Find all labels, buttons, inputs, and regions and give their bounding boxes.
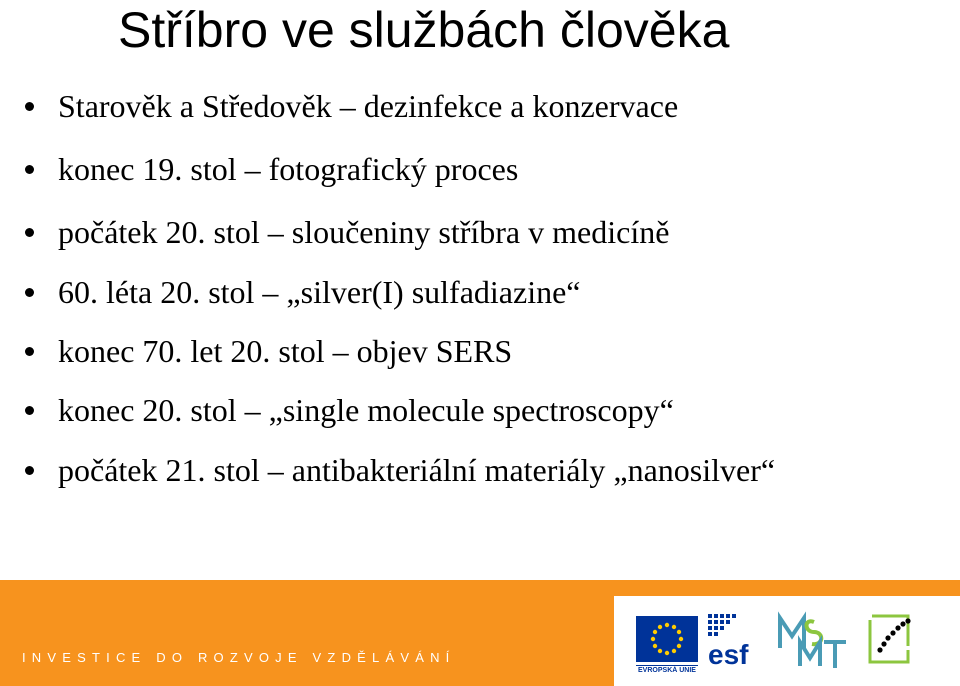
bullet-item [25,86,678,126]
slide-title: Stříbro ve službách člověka [118,2,730,58]
bullet-item [25,272,580,312]
bullet-dot-icon [25,228,34,237]
bullet-dot-icon [25,347,34,356]
op-emblem-icon [858,606,920,672]
bullet-item [25,331,512,371]
footer-slogan: INVESTICE DO ROZVOJE VZDĚLÁVÁNÍ [22,650,456,665]
eu-flag-icon [636,616,698,662]
bullet-text: Starověk a Středověk – dezinfekce a konzervace [58,87,679,124]
sponsor-logos [614,596,960,686]
bullet-item [25,212,669,252]
bullet-item [25,149,518,189]
bullet-dot-icon [25,288,34,297]
bullet-dot-icon [25,466,34,475]
eu-caption: EVROPSKÁ UNIE [636,665,698,676]
msmt-logo-icon [774,608,850,672]
esf-mark: esf [708,639,749,668]
bullet-item [25,390,674,430]
bullet-text: počátek 21. stol – antibakteriální materiály „nanosilver“ [58,451,776,488]
bullet-dot-icon [25,406,34,415]
bullet-item [25,450,775,490]
bullet-text: konec 19. stol – fotografický proces [58,150,519,187]
bullet-text: konec 70. let 20. stol – objev SERS [58,332,513,369]
bullet-dot-icon [25,165,34,174]
bullet-text: 60. léta 20. stol – „silver(I) sulfadiazine“ [58,273,581,310]
esf-logo-icon [706,610,770,668]
bullet-dot-icon [25,102,34,111]
msmt-mark: MŠMT [774,608,777,609]
bullet-text: počátek 20. stol – sloučeniny stříbra v medicíně [58,213,670,250]
footer-bar [0,580,960,686]
bullet-text: konec 20. stol – „single molecule spectroscopy“ [58,391,674,428]
